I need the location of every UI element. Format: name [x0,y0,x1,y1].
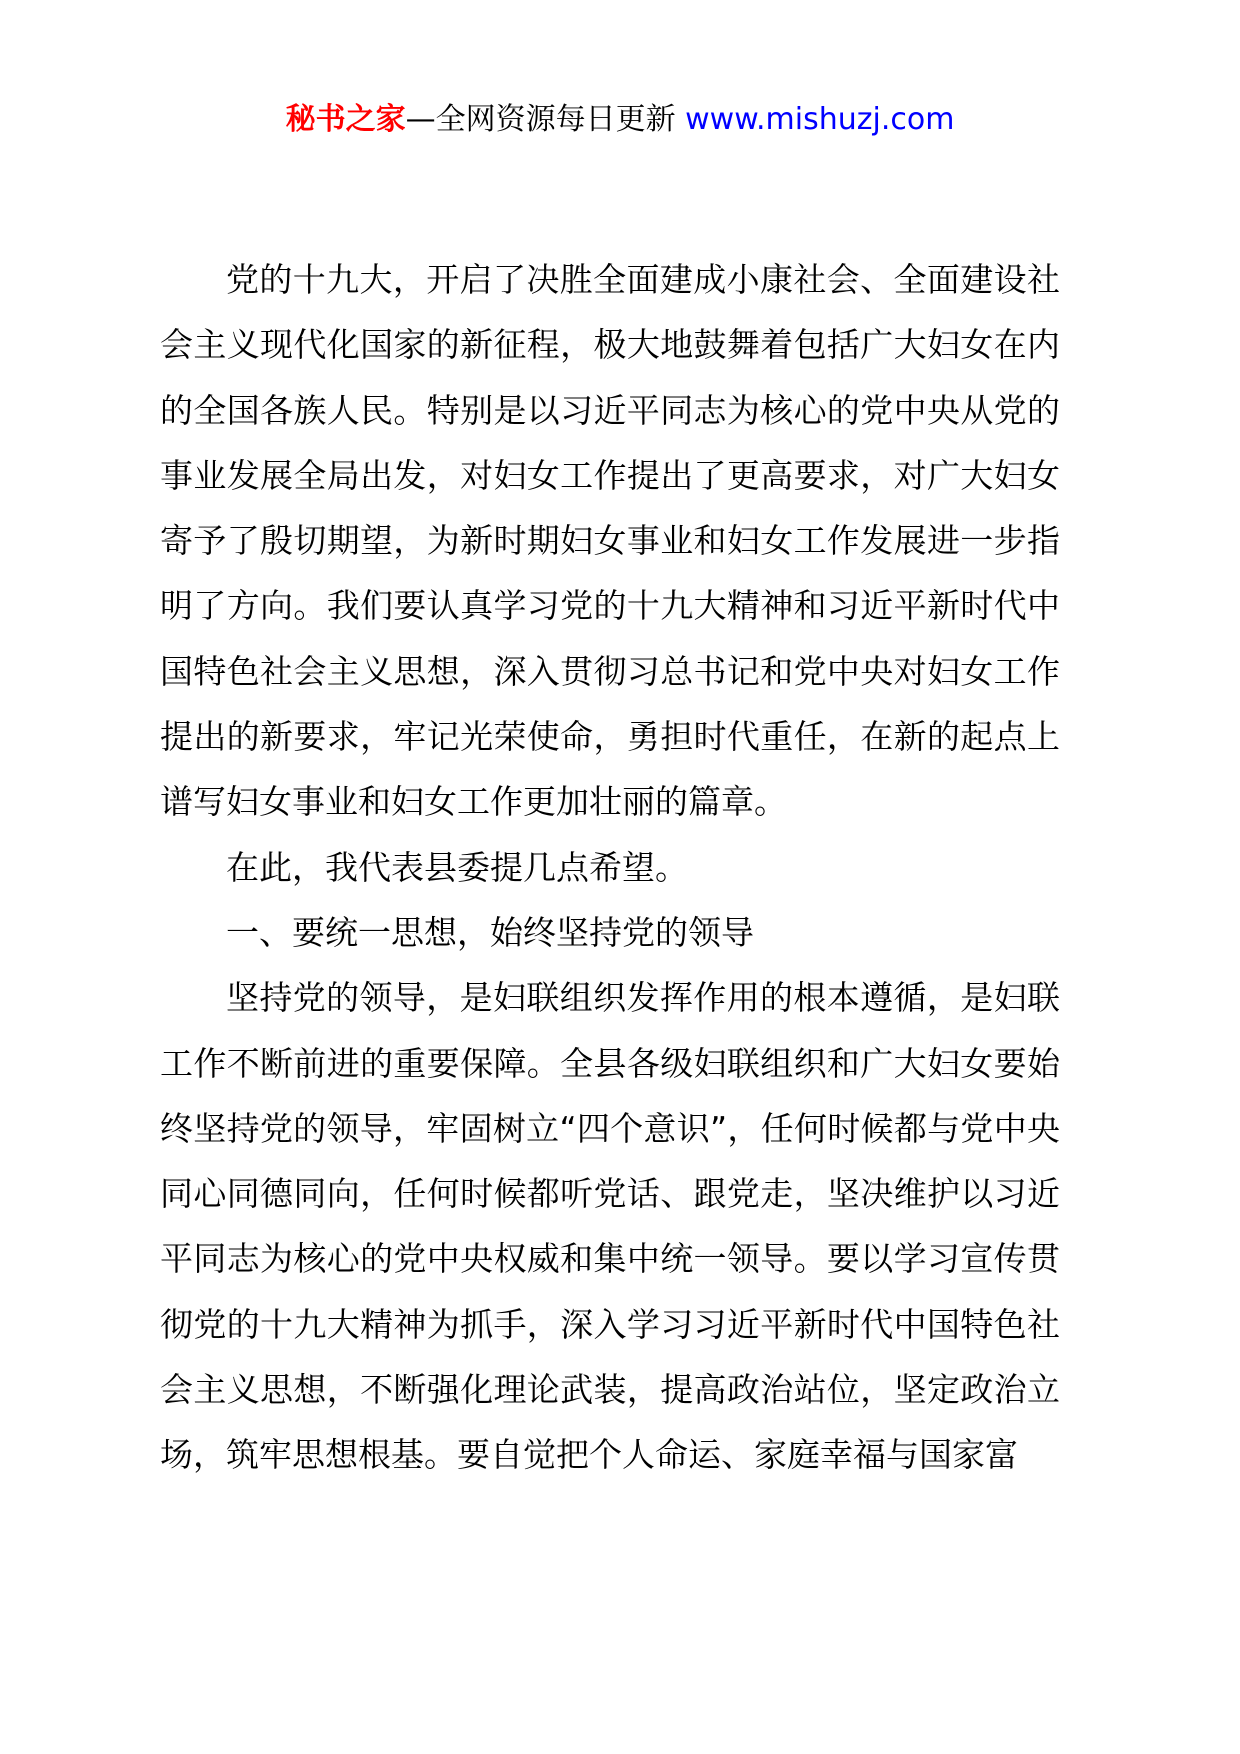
paragraph-intro: 党的十九大，开启了决胜全面建成小康社会、全面建设社会主义现代化国家的新征程，极大地鼓舞着包括广大妇女在内的全国各族人民。特别是以习近平同志为核心的党中央从党的事业发展全局出发，对妇女工作提出了更高要求，对广大妇女寄予了殷切期望，为新时期妇女事业和妇女工作发展进一步指明了方向。我们要认真学习党的十九大精神和习近平新时代中国特色社会主义思想，深入贯彻习总书记和党中央对妇女工作提出的新要求，牢记光荣使命，勇担时代重任，在新的起点上谱写妇女事业和妇女工作更加壮丽的篇章。 [160,260,1060,822]
document-body [160,247,1060,1488]
site-header [0,100,1240,140]
header-tagline: —全网资源每日更新 [405,102,676,137]
paragraph-hopes: 在此，我代表县委提几点希望。 [226,847,688,887]
site-url-link[interactable]: www.mishuzj.com [685,102,955,137]
section-heading-1: 一、要统一思想，始终坚持党的领导 [226,912,754,952]
brand-name: 秘书之家 [285,102,406,137]
paragraph-party-leadership: 坚持党的领导，是妇联组织发挥作用的根本遵循，是妇联工作不断前进的重要保障。全县各级妇联组织和广大妇女要始终坚持党的领导，牢固树立“四个意识”，任何时候都与党中央同心同德同向，任何时候都听党话、跟党走，坚决维护以习近平同志为核心的党中央权威和集中统一领导。要以学习宣传贯彻党的十九大精神为抓手，深入学习习近平新时代中国特色社会主义思想，不断强化理论武装，提高政治站位，坚定政治立场，筑牢思想根基。要自觉把个人命运、家庭幸福与国家富 [160,978,1060,1475]
